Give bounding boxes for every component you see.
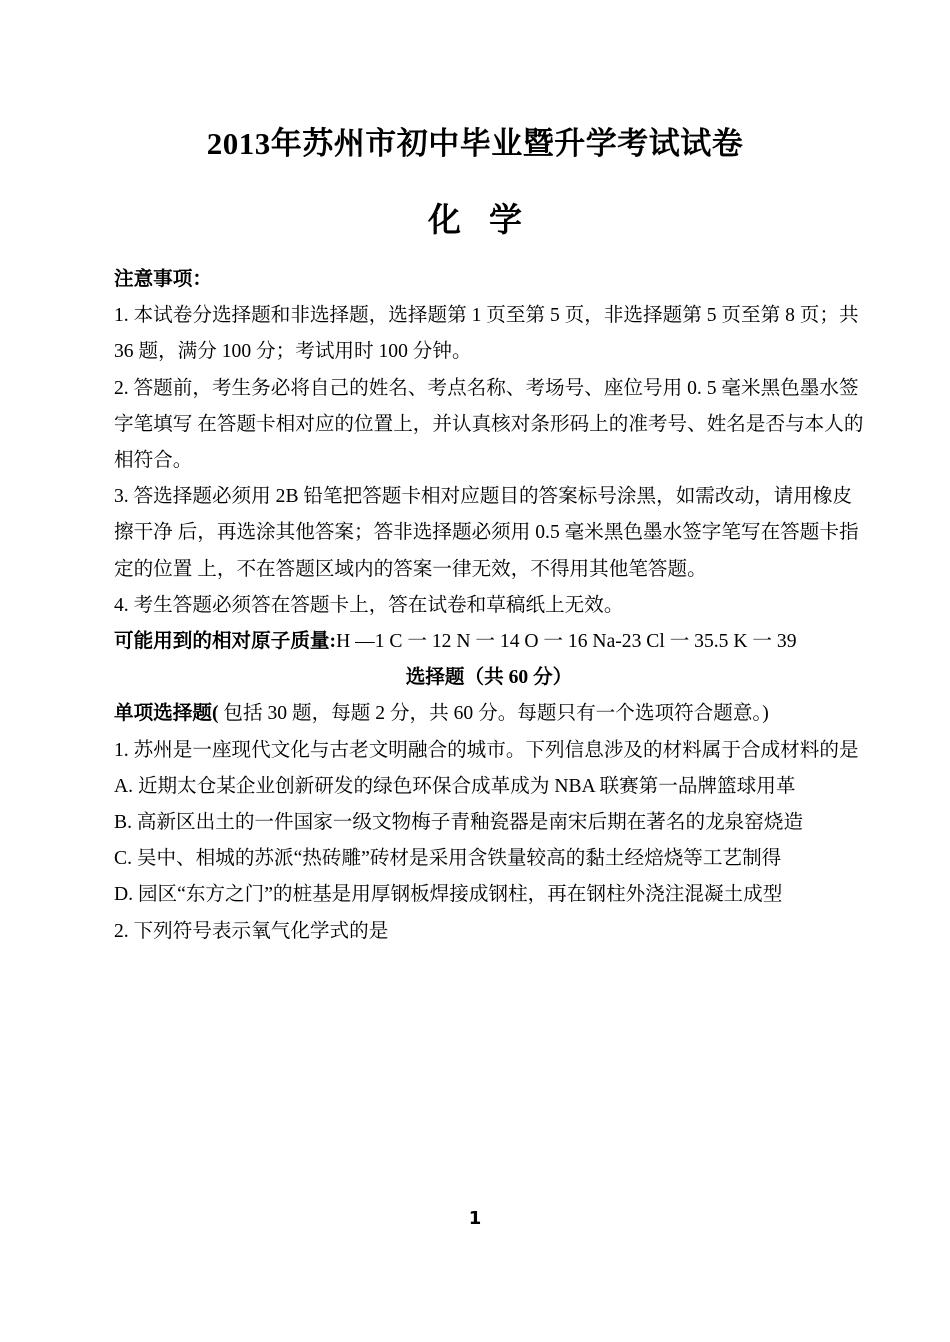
page-number: 1 [468, 1208, 482, 1229]
exam-title: 2013年苏州市初中毕业暨升学考试试卷 [206, 126, 744, 161]
subject-title: 化学 [428, 203, 550, 239]
section-title: 选择题（共 60 分） [405, 667, 573, 689]
notice-item-4: 4. 考生答题必须答在答题卡上，答在试卷和草稿纸上无效。 [114, 594, 624, 616]
question-2-stem: 2. 下列符号表示氧气化学式的是 [114, 920, 389, 942]
notice-item-3: 3. 答选择题必须用 2B 铅笔把答题卡相对应题目的答案标号涂黑，如需改动，请用橡皮擦干净 后，再选涂其他答案；答非选择题必须用 0.5 毫米黑色墨水签字笔写在答题卡指定的位置 上，不在答题区域内的答案一律无效，不得用其他笔答题。 [114, 486, 859, 580]
question-1-option-b: B. 高新区出土的一件国家一级文物梅子青釉瓷器是南宋后期在著名的龙泉窑烧造 [114, 812, 804, 834]
section-instruction [114, 696, 864, 732]
atomic-mass-values: H —1 C 一 12 N 一 14 O 一 16 Na-23 Cl 一 35.5 K 一 39 [336, 631, 797, 653]
instruction-label: 单项选择题( [114, 703, 219, 725]
exam-content [114, 262, 864, 950]
atomic-mass-line [114, 624, 864, 660]
question-1-stem: 1. 苏州是一座现代文化与古老文明融合的城市。下列信息涉及的材料属于合成材料的是 [114, 739, 859, 761]
notice-item-2: 2. 答题前，考生务必将自己的姓名、考点名称、考场号、座位号用 0. 5 毫米黑色墨水签字笔填写 在答题卡相对应的位置上，并认真核对条形码上的准考号、姓名是否与本人的相符合。 [114, 377, 864, 472]
question-1-option-c: C. 吴中、相城的苏派“热砖雕”砖材是采用含铁量较高的黏土经焙烧等工艺制得 [114, 848, 782, 870]
instruction-text: 包括 30 题，每题 2 分，共 60 分。每题只有一个选项符合题意。) [218, 703, 769, 725]
atomic-mass-label: 可能用到的相对原子质量: [114, 631, 337, 653]
question-1-option-d: D. 园区“东方之门”的桩基是用厚钢板焊接成钢柱，再在钢柱外浇注混凝土成型 [114, 884, 783, 906]
question-1-option-a: A. 近期太仓某企业创新研发的绿色环保合成革成为 NBA 联赛第一品牌篮球用革 [114, 775, 796, 797]
notice-heading: 注意事项： [114, 269, 212, 290]
notice-item-1: 1. 本试卷分选择题和非选择题，选择题第 1 页至第 5 页，非选择题第 5 页至第 8 页；共 36 题，满分 100 分；考试用时 100 分钟。 [114, 305, 859, 363]
